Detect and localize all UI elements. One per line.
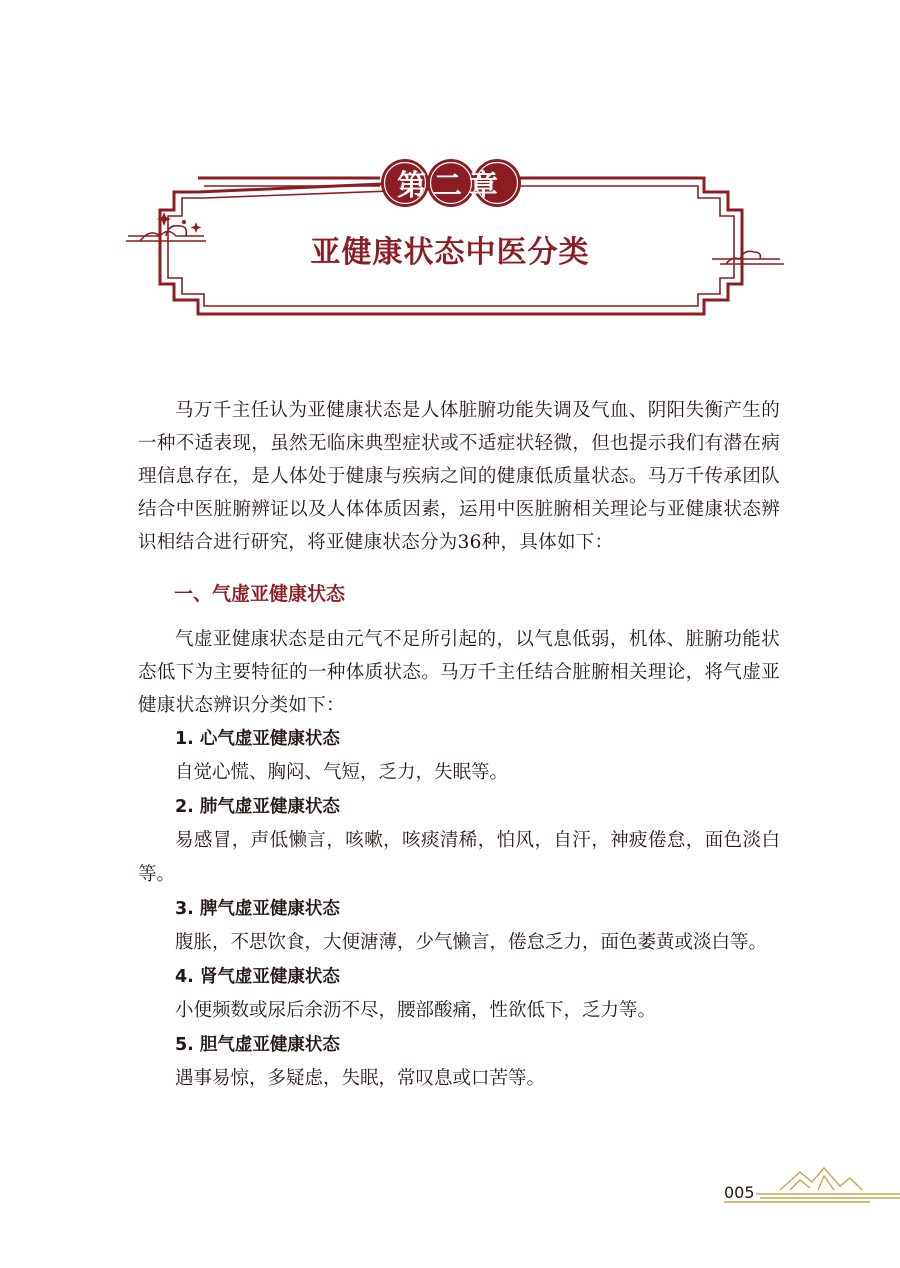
intro-paragraph: 马万千主任认为亚健康状态是人体脏腑功能失调及气血、阴阳失衡产生的一种不适表现，虽然无临床典型症状或不适症状轻微，但也提示我们有潜在病理信息存在，是人体处于健康与疾病之间的健康低质量状态。马万千传承团队结合中医脏腑辨证以及人体体质因素，运用中医脏腑相关理论与亚健康状态辨识相结合进行研究，将亚健康状态分为36种，具体如下： (138, 400, 780, 553)
item-description: 小便频数或尿后余沥不尽，腰部酸痛，性欲低下，乏力等。 (175, 1000, 657, 1021)
item-heading: 4. 肾气虚亚健康状态 (175, 967, 340, 987)
item-heading: 5. 胆气虚亚健康状态 (175, 1035, 340, 1055)
item-heading: 2. 肺气虚亚健康状态 (175, 797, 340, 817)
item-description: 易感冒，声低懒言，咳嗽，咳痰清稀，怕风，自汗，神疲倦怠，面色淡白等。 (138, 830, 780, 885)
page-body (138, 394, 780, 1096)
list-item (138, 790, 780, 892)
section-heading: 一、气虚亚健康状态 (174, 583, 346, 605)
list-item (138, 960, 780, 1028)
list-item (138, 1028, 780, 1096)
cloud-ornament-right (712, 251, 784, 264)
chapter-number-label: 第二章 (396, 167, 505, 202)
item-description: 自觉心慌、胸闷、气短，乏力，失眠等。 (175, 762, 509, 783)
item-description: 腹胀，不思饮食，大便溏薄，少气懒言，倦怠乏力，面色萎黄或淡白等。 (175, 932, 768, 953)
list-item (138, 722, 780, 790)
item-heading: 3. 脾气虚亚健康状态 (175, 899, 340, 919)
chapter-title: 亚健康状态中医分类 (310, 235, 590, 270)
section-description: 气虚亚健康状态是由元气不足所引起的，以气息低弱，机体、脏腑功能状态低下为主要特征的一种体质状态。马万千主任结合脏腑相关理论，将气虚亚健康状态辨识分类如下： (138, 629, 780, 716)
item-description: 遇事易惊，多疑虑，失眠，常叹息或口苦等。 (175, 1068, 546, 1089)
list-item (138, 892, 780, 960)
page-number: 005 (724, 1183, 755, 1202)
item-heading: 1. 心气虚亚健康状态 (175, 729, 340, 749)
